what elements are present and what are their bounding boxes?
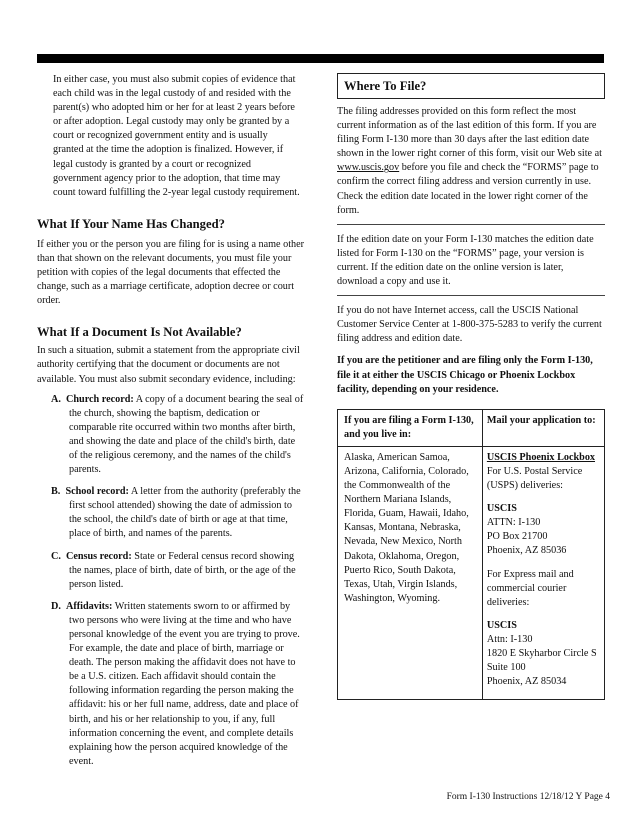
express-address-line: USCIS [486, 619, 517, 631]
table-header-mail [483, 410, 604, 446]
item-letter: B. [51, 486, 61, 498]
petitioner-paragraph: If you are the petitioner and are filing only the Form I-130, file it at either the USCIS Chicago or Phoenix Lockbox facility, depending on your residence. [337, 355, 593, 395]
header-rule [37, 54, 604, 63]
usps-address-line: ATTN: I-130 [486, 517, 541, 529]
edition-date-paragraph: If the edition date on your Form I-130 matches the edition date listed for Form I-130 on the “FORMS” page, your version is current. If the edition date on the online version is later, download a copy and use it. [337, 233, 594, 288]
express-address-line: Phoenix, AZ 85034 [486, 676, 567, 688]
states-list: Alaska, American Samoa, Arizona, California, Colorado, the Commonwealth of the Northern Mariana Islands, Florida, Guam, Hawaii, Idaho, Kansas, Montana, Nebraska, Nevada, New Mexico, North Dakota, Oklahoma, Oregon, Puerto Rico, South Dakota, Texas, Utah, Virgin Islands, Washington, Wyoming. [344, 451, 469, 604]
census-record-item [37, 550, 306, 592]
usps-address-line: Phoenix, AZ 85036 [486, 545, 567, 557]
document-unavailable-paragraph: In such a situation, submit a statement from the appropriate civil authority certifying that the document or documents are not available. You must also submit secondary evidence, including: [37, 345, 300, 385]
table-header-residence [338, 410, 483, 446]
item-text: A copy of a document bearing the seal of the church, showing the baptism, dedication or comparable rite occurred within two months after birth, and showing the date and place of the child's birth, date of the religious ceremony, and the names of the child's parents. [69, 393, 304, 476]
item-text: Written statements sworn to or affirmed by two persons who were living at the time and who have personal knowledge of the event you are trying to prove. For example, the date and place of birth, marriage or death. The person making the affidavit does not have to be a U.S. citizen. Each affidavit should contain the following information regarding the person making the affidavit: his or her full name, address, date and place of birth, and his or her relationship to you, if any, full information concerning the event, and complete details explaining how the person acquired knowledge of the event. [69, 600, 300, 767]
states-cell [338, 447, 483, 699]
item-letter: C. [51, 550, 61, 562]
item-title: Affidavits: [66, 600, 113, 612]
express-address-line: Suite 100 [486, 662, 526, 674]
where-to-file-heading: Where To File? [344, 79, 427, 93]
express-label: For Express mail and commercial courier deliveries: [486, 568, 574, 608]
filing-address-table [337, 409, 605, 701]
page-footer: Form I-130 Instructions 12/18/12 Y Page 4 [446, 792, 610, 802]
item-text: A letter from the authority (preferably the first school attended) showing the date of admission to the school, the child's date of birth or age at that time, place of birth, and names of the parents. [69, 486, 301, 540]
lockbox-title: USCIS Phoenix Lockbox [486, 451, 596, 463]
item-letter: D. [51, 600, 61, 612]
name-change-heading: What If Your Name Has Changed? [37, 216, 225, 231]
item-text: State or Federal census record showing the names, place of birth, date of birth, or the age of the person listed. [69, 550, 296, 590]
affidavits-item [37, 600, 306, 769]
internet-access-paragraph: If you do not have Internet access, call the USCIS National Customer Service Center at 1-800-375-5283 to verify the current filing address and edition date. [337, 305, 602, 345]
table-header [338, 410, 604, 447]
church-record-item [37, 393, 306, 478]
item-title: School record: [65, 486, 129, 498]
custody-paragraph: In either case, you must also submit copies of evidence that each child was in the legal custody of and resided with the parent(s) who adopted him or her for at least 2 years before or after adoption. Legal custody may only be granted by a court or recognized government entity and is usually granted at the time the adoption is finalized. However, if legal custody is granted by a court or recognized government agency prior to the adoption, that time may count toward fulfilling the 2-year legal custody requirement. [53, 74, 300, 198]
item-title: Census record: [66, 550, 132, 562]
express-address-line: 1820 E Skyharbor Circle S [486, 648, 597, 659]
table-row [338, 447, 604, 699]
express-address-line: Attn: I-130 [486, 633, 533, 645]
document-unavailable-heading: What If a Document Is Not Available? [37, 325, 242, 340]
where-text-1: The filing addresses provided on this form reflect the most current information as of the last edition of this form. If you are filing Form I-130 more than 30 days after the last edition date shown in the lower right corner of this form, visit our Web site at [337, 106, 602, 160]
where-to-file-paragraph [337, 105, 605, 218]
name-change-paragraph: If either you or the person you are filing for is using a name other than that shown on the relevant documents, you must file your petition with copies of the legal documents that effected the change, such as a marriage certificate, adoption decree or court order. [37, 238, 305, 307]
usps-label: For U.S. Postal Service (USPS) deliveries: [486, 465, 583, 492]
left-column [37, 73, 306, 769]
item-title: Church record: [66, 393, 134, 405]
usps-address-line: PO Box 21700 [486, 531, 548, 543]
right-column [337, 73, 605, 700]
item-letter: A. [51, 393, 61, 405]
header-residence-text: If you are filing a Form I-130, and you live in: [344, 414, 474, 440]
usps-address-line: USCIS [486, 503, 517, 515]
header-mail-text: Mail your application to: [486, 414, 596, 426]
where-to-file-box [337, 73, 605, 99]
school-record-item [37, 485, 306, 541]
where-text-2: before you file and check the “FORMS” page to confirm the correct filing address and version currently in use. Check the edition date located in the lower right corner of the form. [337, 162, 599, 216]
uscis-website-link[interactable]: www.uscis.gov [337, 162, 400, 174]
address-cell [483, 447, 604, 699]
